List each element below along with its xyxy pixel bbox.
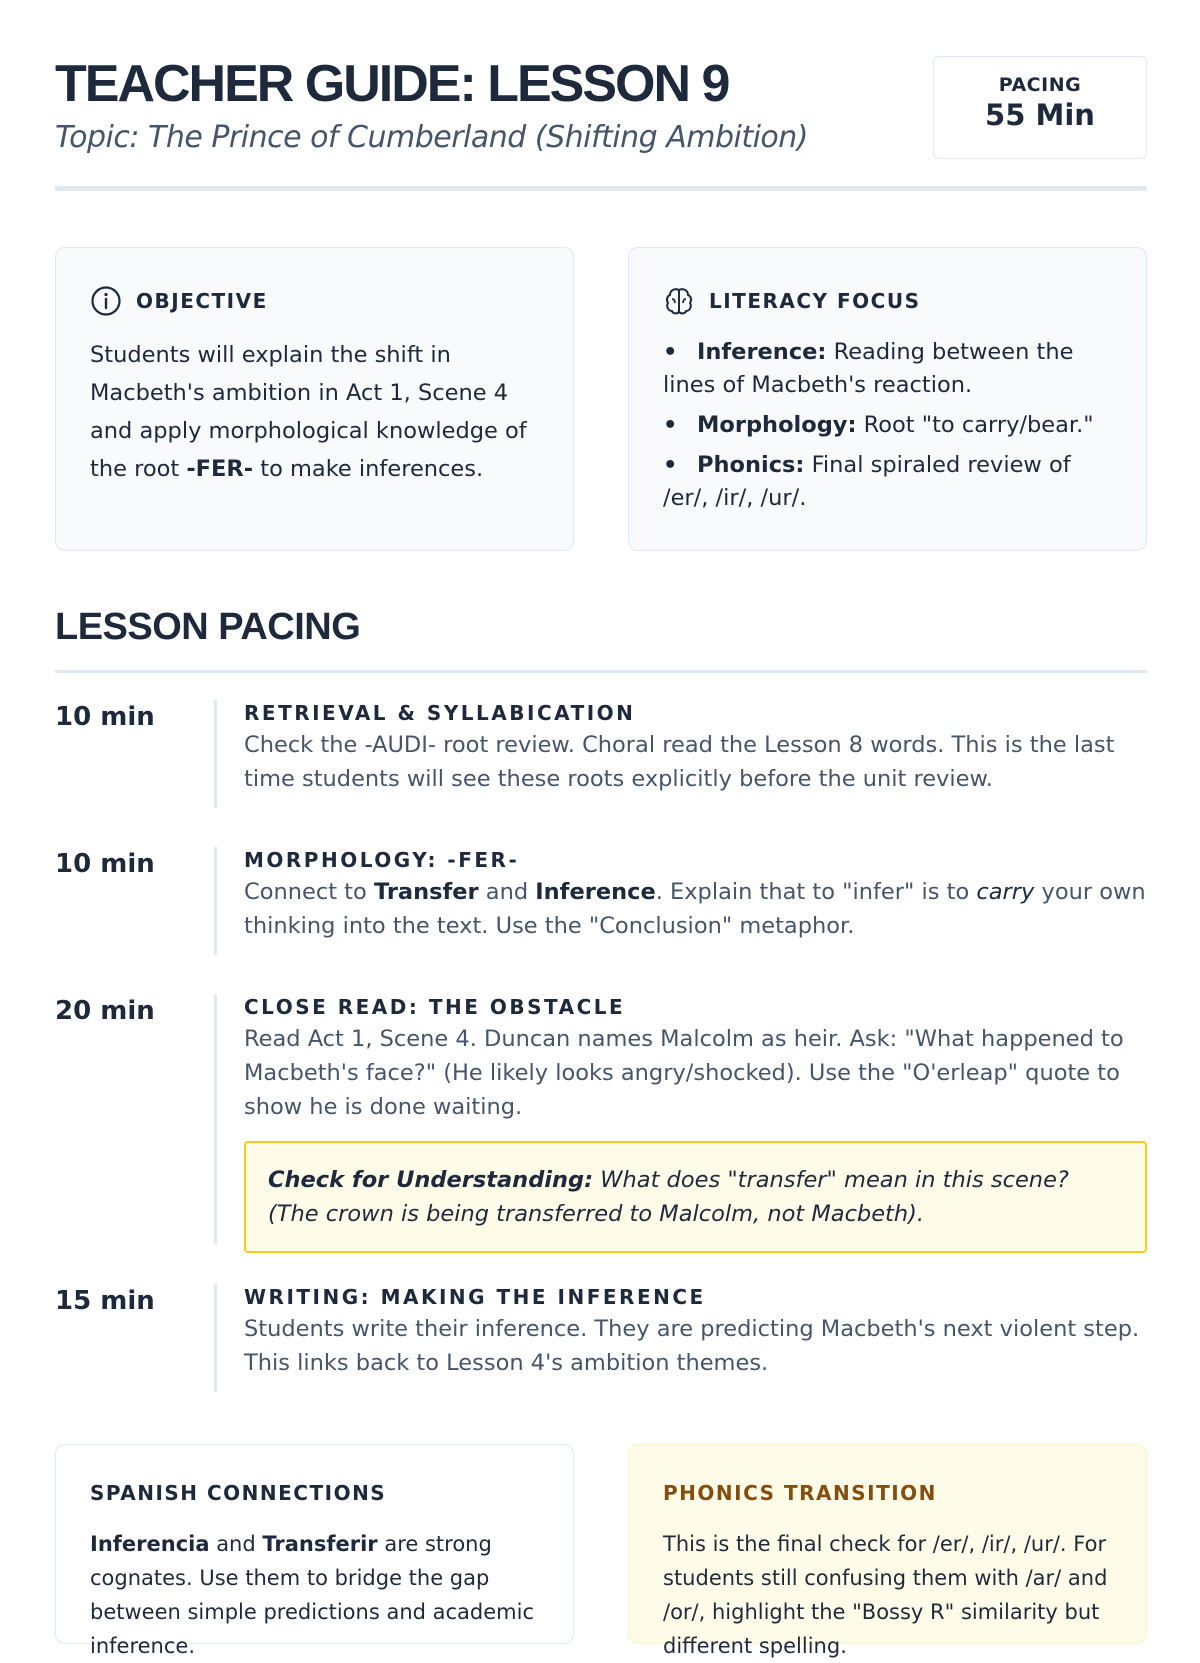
step-content: [244, 1284, 1147, 1380]
objective-root: -FER-: [186, 456, 254, 482]
cfu-label: Check for Understanding:: [268, 1167, 594, 1193]
cfu-text: What does "transfer" mean in this scene? (The crown is being transferred to Malcolm, not Macbeth).: [268, 1167, 1069, 1227]
bullet-icon: •: [663, 412, 678, 438]
step-text-part: . Explain that to "infer" is to: [655, 879, 977, 905]
step-divider: [214, 700, 217, 808]
list-item: [663, 449, 1123, 515]
step-divider: [214, 847, 217, 955]
step-content: [244, 994, 1147, 1253]
spanish-connections-text: [90, 1527, 550, 1663]
literacy-focus-header: [663, 284, 920, 318]
spanish-text-part: are strong cognates. Use them to bridge the gap between simple predictions and academic inference.: [90, 1532, 535, 1658]
step-text-part: your own thinking into the text. Use the "Conclusion" metaphor.: [244, 879, 1146, 939]
step-emphasis: carry: [976, 879, 1035, 905]
step-time: 10 min: [55, 702, 155, 732]
cognate-term: Inferencia: [90, 1532, 210, 1556]
lesson-pacing-divider: [55, 670, 1147, 673]
step-title: CLOSE READ: THE OBSTACLE: [244, 995, 626, 1019]
objective-title: OBJECTIVE: [136, 289, 268, 313]
step-title: RETRIEVAL & SYLLABICATION: [244, 701, 636, 725]
step-text: Read Act 1, Scene 4. Duncan names Malcolm as heir. Ask: "What happened to Macbeth's face?" (He likely looks angry/shocked). Use the "O'erleap" quote to show he is done waiting.: [244, 1026, 1124, 1120]
step-text: Students write their inference. They are predicting Macbeth's next violent step. This links back to Lesson 4's ambition themes.: [244, 1316, 1140, 1376]
phonics-transition-title: PHONICS TRANSITION: [663, 1481, 937, 1505]
objective-header: [90, 284, 268, 318]
spanish-connections-title: SPANISH CONNECTIONS: [90, 1481, 387, 1505]
focus-text: Root "to carry/bear.": [856, 412, 1094, 438]
step-time: 10 min: [55, 849, 155, 879]
page-subtitle: Topic: The Prince of Cumberland (Shifting Ambition): [55, 120, 809, 155]
spanish-connections-card: [55, 1444, 574, 1658]
objective-card: [55, 247, 574, 551]
pacing-summary-box: [933, 56, 1147, 159]
focus-term: Inference:: [697, 339, 827, 365]
bullet-icon: •: [663, 452, 678, 478]
list-item: [663, 409, 1123, 442]
lesson-pacing-title: LESSON PACING: [55, 606, 361, 648]
step-time: 15 min: [55, 1286, 155, 1316]
info-icon: [90, 285, 122, 317]
objective-text-part: Students will explain the shift in Macbeth's ambition in Act 1, Scene 4 and apply morphological knowledge of the root: [90, 342, 527, 482]
header-divider: [55, 186, 1147, 191]
list-item: [663, 336, 1123, 402]
focus-text: Final spiraled review of /er/, /ir/, /ur/.: [663, 452, 1071, 511]
step-divider: [214, 1284, 217, 1392]
literacy-focus-list: [663, 336, 1123, 522]
step-text-part: and: [478, 879, 536, 905]
pacing-step: [55, 847, 1147, 957]
focus-term: Phonics:: [697, 452, 805, 478]
phonics-transition-text: This is the final check for /er/, /ir/, /ur/. For students still confusing them with /ar/ and /or/, highlight the "Bossy R" similarity but different spelling.: [663, 1532, 1108, 1658]
check-for-understanding-callout: [244, 1141, 1147, 1253]
step-keyword: Transfer: [373, 879, 479, 905]
focus-term: Morphology:: [697, 412, 857, 438]
step-title: WRITING: MAKING THE INFERENCE: [244, 1285, 706, 1309]
objective-text: [90, 336, 550, 488]
page-header: [55, 54, 1147, 189]
pacing-step: [55, 700, 1147, 810]
bullet-icon: •: [663, 339, 678, 365]
cognate-term: Transferir: [262, 1532, 378, 1556]
page-title: TEACHER GUIDE: LESSON 9: [55, 55, 729, 113]
step-title: MORPHOLOGY: -FER-: [244, 848, 520, 872]
step-content: [244, 847, 1147, 943]
pacing-step: [55, 1284, 1147, 1394]
objective-text-part: to make inferences.: [253, 456, 484, 482]
step-content: [244, 700, 1147, 796]
literacy-focus-card: [628, 247, 1147, 551]
step-text-part: Connect to: [244, 879, 374, 905]
step-text: Check the -AUDI- root review. Choral read the Lesson 8 words. This is the last time students will see these roots explicitly before the unit review.: [244, 732, 1115, 792]
phonics-transition-card: [628, 1444, 1147, 1658]
literacy-focus-title: LITERACY FOCUS: [709, 289, 921, 313]
step-text: [244, 875, 1147, 943]
pacing-value: 55 Min: [985, 98, 1095, 132]
pacing-step: [55, 994, 1147, 1244]
step-time: 20 min: [55, 996, 155, 1026]
teacher-guide-page: [55, 0, 1147, 1658]
brain-icon: [663, 285, 695, 317]
spanish-text-part: and: [209, 1532, 263, 1556]
step-keyword: Inference: [535, 879, 656, 905]
step-divider: [214, 994, 217, 1244]
pacing-label: PACING: [998, 74, 1082, 96]
focus-text: Reading between the lines of Macbeth's reaction.: [663, 339, 1074, 398]
